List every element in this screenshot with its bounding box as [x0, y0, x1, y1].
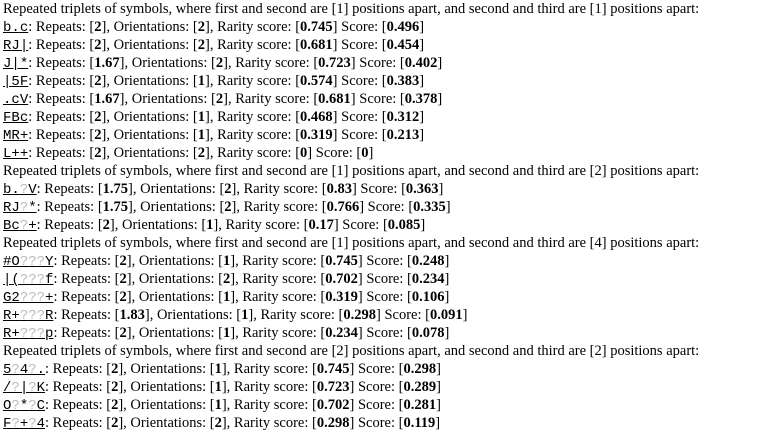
gap-symbol: ? [28, 380, 37, 396]
triplet-row: /?|?K: Repeats: [2], Orientations: [1], Rarity score: [0.723] Score: [0.289] [3, 379, 441, 396]
orientations-value: 1 [214, 397, 222, 413]
rarity-value: 0.745 [300, 19, 333, 35]
repeats-value: 2 [102, 217, 110, 233]
orientations-value: 1 [214, 379, 222, 395]
triplet-pattern: G2???+ [3, 290, 54, 306]
gap-symbol: ? [11, 416, 20, 432]
triplet-pattern: MR+ [3, 128, 29, 144]
score-value: 0 [361, 145, 369, 161]
gap-symbol: ? [28, 362, 37, 378]
gap-symbol: ? [28, 326, 37, 342]
triplet-pattern: O?*?C [3, 398, 46, 414]
orientations-value: 2 [222, 271, 231, 287]
triplet-pattern: F?+?4 [3, 416, 46, 432]
triplet-pattern: RJ| [3, 38, 29, 54]
triplet-pattern: b.?V [3, 182, 37, 198]
orientations-value: 2 [215, 91, 224, 107]
orientations-value: 1 [222, 253, 231, 269]
section-header: Repeated triplets of symbols, where first and second are [1] positions apart, and second and third are [2] positions apart: [3, 163, 700, 179]
triplet-row: Bc?+: Repeats: [2], Orientations: [1], Rarity score: [0.17] Score: [0.085] [3, 217, 426, 234]
score-value: 0.402 [404, 55, 438, 71]
orientations-value: 2 [197, 145, 206, 161]
repeats-value: 1.83 [119, 307, 145, 323]
rarity-value: 0 [300, 145, 308, 161]
orientations-value: 2 [215, 55, 224, 71]
gap-symbol: ? [28, 308, 37, 324]
repeats-value: 2 [111, 415, 119, 431]
orientations-value: 2 [197, 19, 206, 35]
repeats-value: 2 [111, 397, 119, 413]
gap-symbol: ? [36, 308, 46, 324]
gap-symbol: ? [19, 218, 29, 234]
triplet-row: .cV: Repeats: [1.67], Orientations: [2], Rarity score: [0.681] Score: [0.378] [3, 91, 443, 108]
triplet-row: MR+: Repeats: [2], Orientations: [1], Rarity score: [0.319] Score: [0.213] [3, 127, 425, 144]
triplet-row: #O???Y: Repeats: [2], Orientations: [1], Rarity score: [0.745] Score: [0.248] [3, 253, 450, 270]
score-value: 0.281 [403, 397, 437, 413]
rarity-value: 0.234 [325, 325, 358, 341]
rarity-value: 0.468 [300, 109, 333, 125]
score-value: 0.454 [386, 37, 420, 53]
triplet-pattern: RJ?* [3, 200, 37, 216]
rarity-value: 0.723 [316, 379, 350, 395]
score-value: 0.378 [404, 91, 438, 107]
orientations-value: 1 [222, 289, 231, 305]
score-value: 0.383 [386, 73, 420, 89]
rarity-value: 0.702 [325, 271, 358, 287]
triplet-pattern: FBc [3, 110, 29, 126]
triplet-pattern: Bc?+ [3, 218, 37, 234]
score-value: 0.298 [403, 361, 437, 377]
repeats-value: 2 [94, 109, 102, 125]
orientations-value: 1 [214, 361, 222, 377]
rarity-value: 0.319 [300, 127, 333, 143]
score-value: 0.091 [429, 307, 463, 323]
rarity-value: 0.745 [316, 361, 350, 377]
repeats-value: 2 [119, 271, 127, 287]
score-value: 0.289 [403, 379, 437, 395]
rarity-value: 0.745 [325, 253, 358, 269]
repeats-value: 1.75 [102, 199, 129, 215]
gap-symbol: ? [28, 290, 37, 306]
triplet-row: J|*: Repeats: [1.67], Orientations: [2], Rarity score: [0.723] Score: [0.402] [3, 55, 443, 72]
orientations-value: 1 [241, 307, 249, 323]
score-value: 0.119 [403, 415, 436, 431]
gap-symbol: ? [19, 254, 29, 270]
section-header: Repeated triplets of symbols, where first and second are [2] positions apart, and second and third are [2] positions apart: [3, 343, 700, 359]
gap-symbol: ? [11, 398, 20, 414]
triplet-pattern: |5F [3, 74, 29, 90]
rarity-value: 0.702 [316, 397, 350, 413]
score-value: 0.078 [411, 325, 445, 341]
gap-symbol: ? [36, 326, 46, 342]
orientations-value: 1 [197, 127, 206, 143]
score-value: 0.496 [386, 19, 420, 35]
rarity-value: 0.766 [326, 199, 360, 215]
rarity-value: 0.17 [308, 217, 334, 233]
rarity-value: 0.298 [316, 415, 350, 431]
rarity-value: 0.723 [318, 55, 351, 71]
rarity-value: 0.298 [343, 307, 377, 323]
gap-symbol: ? [19, 326, 29, 342]
triplet-pattern: R+???p [3, 326, 54, 342]
gap-symbol: ? [11, 380, 20, 396]
repeats-value: 2 [119, 253, 127, 269]
triplet-pattern: .cV [3, 92, 29, 108]
score-value: 0.085 [387, 217, 421, 233]
repeats-value: 2 [94, 19, 102, 35]
triplet-row: |(???f: Repeats: [2], Orientations: [2], Rarity score: [0.702] Score: [0.234] [3, 271, 450, 288]
gap-symbol: ? [28, 254, 37, 270]
triplet-pattern: 5?4?. [3, 362, 46, 378]
score-value: 0.248 [411, 253, 445, 269]
orientations-value: 2 [224, 199, 232, 215]
triplet-pattern: #O???Y [3, 254, 54, 270]
repeats-value: 2 [94, 73, 102, 89]
gap-symbol: ? [28, 416, 37, 432]
orientations-value: 2 [214, 415, 222, 431]
orientations-value: 1 [197, 109, 206, 125]
repeats-value: 1.67 [94, 91, 120, 107]
gap-symbol: ? [28, 272, 37, 288]
repeats-value: 2 [119, 289, 127, 305]
repeats-value: 2 [119, 325, 127, 341]
triplet-row: L++: Repeats: [2], Orientations: [2], Rarity score: [0] Score: [0] [3, 145, 374, 162]
score-value: 0.312 [386, 109, 420, 125]
triplet-pattern: R+???R [3, 308, 54, 324]
triplet-row: |5F: Repeats: [2], Orientations: [1], Rarity score: [0.574] Score: [0.383] [3, 73, 425, 90]
gap-symbol: ? [19, 290, 29, 306]
triplet-row: b.c: Repeats: [2], Orientations: [2], Rarity score: [0.745] Score: [0.496] [3, 19, 425, 36]
repeats-value: 2 [111, 379, 119, 395]
orientations-value: 2 [197, 37, 206, 53]
triplet-row: G2???+: Repeats: [2], Orientations: [1], Rarity score: [0.319] Score: [0.106] [3, 289, 450, 306]
gap-symbol: ? [28, 398, 37, 414]
gap-symbol: ? [36, 254, 46, 270]
triplet-row: b.?V: Repeats: [1.75], Orientations: [2], Rarity score: [0.83] Score: [0.363] [3, 181, 444, 198]
rarity-value: 0.83 [326, 181, 352, 197]
triplet-pattern: /?|?K [3, 380, 46, 396]
gap-symbol: ? [19, 200, 29, 216]
repeats-value: 2 [111, 361, 119, 377]
repeats-value: 1.75 [102, 181, 129, 197]
triplet-row: RJ|: Repeats: [2], Orientations: [2], Rarity score: [0.681] Score: [0.454] [3, 37, 425, 54]
triplet-row: F?+?4: Repeats: [2], Orientations: [2], Rarity score: [0.298] Score: [0.119] [3, 415, 441, 432]
triplet-pattern: L++ [3, 146, 29, 162]
section-header: Repeated triplets of symbols, where first and second are [1] positions apart, and second and third are [4] positions apart: [3, 235, 700, 251]
repeats-value: 2 [94, 127, 102, 143]
triplet-row: R+???p: Repeats: [2], Orientations: [1], Rarity score: [0.234] Score: [0.078] [3, 325, 450, 342]
gap-symbol: ? [19, 308, 29, 324]
gap-symbol: ? [11, 362, 20, 378]
repeats-value: 1.67 [94, 55, 120, 71]
triplet-pattern: |(???f [3, 272, 54, 288]
orientations-value: 1 [222, 325, 231, 341]
score-value: 0.213 [386, 127, 420, 143]
rarity-value: 0.319 [325, 289, 358, 305]
score-value: 0.106 [411, 289, 445, 305]
gap-symbol: ? [36, 272, 46, 288]
triplet-row: 5?4?.: Repeats: [2], Orientations: [1], Rarity score: [0.745] Score: [0.298] [3, 361, 441, 378]
triplet-row: FBc: Repeats: [2], Orientations: [1], Rarity score: [0.468] Score: [0.312] [3, 109, 425, 126]
score-value: 0.335 [413, 199, 446, 215]
orientations-value: 1 [206, 217, 214, 233]
repeats-value: 2 [94, 145, 102, 161]
score-value: 0.234 [411, 271, 445, 287]
rarity-value: 0.681 [300, 37, 333, 53]
triplet-row: RJ?*: Repeats: [1.75], Orientations: [2], Rarity score: [0.766] Score: [0.335] [3, 199, 451, 216]
repeats-value: 2 [94, 37, 102, 53]
gap-symbol: ? [36, 290, 46, 306]
triplet-row: O?*?C: Repeats: [2], Orientations: [1], Rarity score: [0.702] Score: [0.281] [3, 397, 441, 414]
orientations-value: 1 [197, 73, 206, 89]
gap-symbol: ? [19, 182, 29, 198]
triplet-pattern: J|* [3, 56, 29, 72]
rarity-value: 0.681 [318, 91, 351, 107]
orientations-value: 2 [224, 181, 232, 197]
section-header: Repeated triplets of symbols, where first and second are [1] positions apart, and second and third are [1] positions apart: [3, 1, 700, 17]
rarity-value: 0.574 [300, 73, 333, 89]
triplet-pattern: b.c [3, 20, 29, 36]
gap-symbol: ? [19, 272, 29, 288]
score-value: 0.363 [405, 181, 439, 197]
triplet-row: R+???R: Repeats: [1.83], Orientations: [1], Rarity score: [0.298] Score: [0.091] [3, 307, 468, 324]
